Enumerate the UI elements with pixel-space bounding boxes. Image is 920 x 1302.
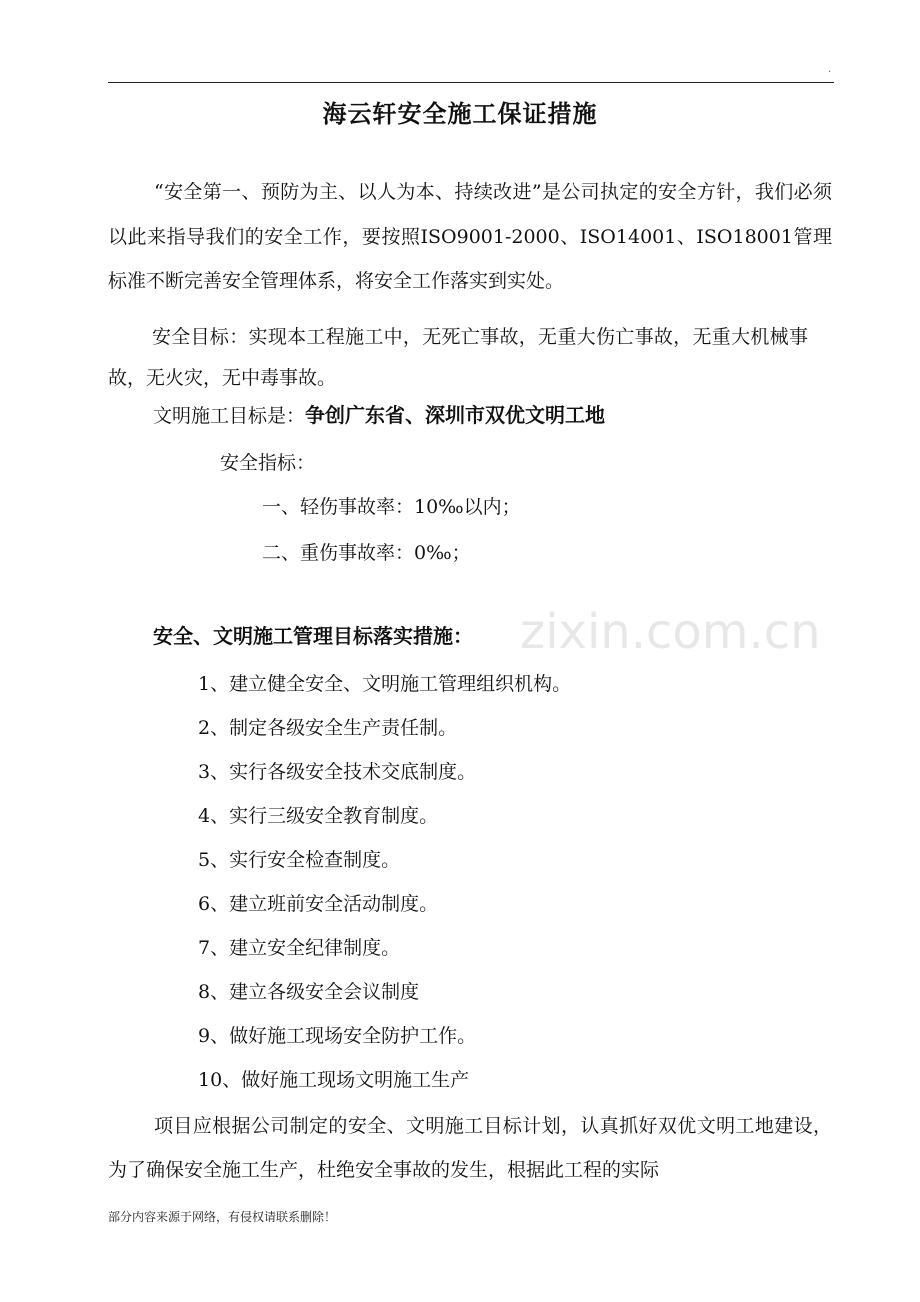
- civil-goal-line: [153, 399, 605, 428]
- intro-paragraph: “安全第一、预防为主、以人为本、持续改进”是公司执定的安全方针，我们必须以此来指导我们的安全工作，要按照ISO9001-2000、ISO14001、ISO18001管理标准不断完善安全管理体系，将安全工作落实到实处。: [108, 181, 832, 292]
- measure-item: 5、实行安全检查制度。: [198, 849, 401, 871]
- header-mark: .: [828, 64, 832, 75]
- measure-item: 4、实行三级安全教育制度。: [198, 805, 439, 827]
- measure-item: 6、建立班前安全活动制度。: [198, 893, 439, 915]
- footer-note: 部分内容来源于网络，有侵权请联系删除！: [108, 1210, 337, 1224]
- measure-item: 3、实行各级安全技术交底制度。: [198, 761, 477, 783]
- header-rule: [108, 82, 834, 83]
- safety-index-item: 二、重伤事故率：0‰；: [262, 542, 471, 564]
- watermark-text: zixin.com.cn: [520, 604, 821, 660]
- measure-item: 1、建立健全安全、文明施工管理组织机构。: [198, 673, 572, 695]
- closing-paragraph: 项目应根据公司制定的安全、文明施工目标计划，认真抓好双优文明工地建设，为了确保安全施工生产，杜绝安全事故的发生，根据此工程的实际: [108, 1115, 832, 1181]
- safety-index-label: 安全指标：: [220, 452, 316, 474]
- measure-item: 9、做好施工现场安全防护工作。: [198, 1025, 477, 1047]
- page-title: 海云轩安全施工保证措施: [322, 99, 598, 128]
- measures-heading: 安全、文明施工管理目标落实措施：: [153, 624, 473, 648]
- civil-goal-value: 争创广东省、深圳市双优文明工地: [305, 403, 606, 427]
- safety-index-item: 一、轻伤事故率：10‰以内；: [262, 496, 521, 518]
- measure-item: 10、做好施工现场文明施工生产: [198, 1069, 470, 1091]
- measure-item: 8、建立各级安全会议制度: [198, 981, 420, 1003]
- safety-goal-paragraph: 安全目标：实现本工程施工中，无死亡事故，无重大伤亡事故，无重大机械事故，无火灾，无中毒事故。: [108, 326, 808, 389]
- civil-goal-label: 文明施工目标是：: [153, 405, 306, 427]
- measure-item: 7、建立安全纪律制度。: [198, 937, 401, 959]
- measure-item: 2、制定各级安全生产责任制。: [198, 717, 458, 739]
